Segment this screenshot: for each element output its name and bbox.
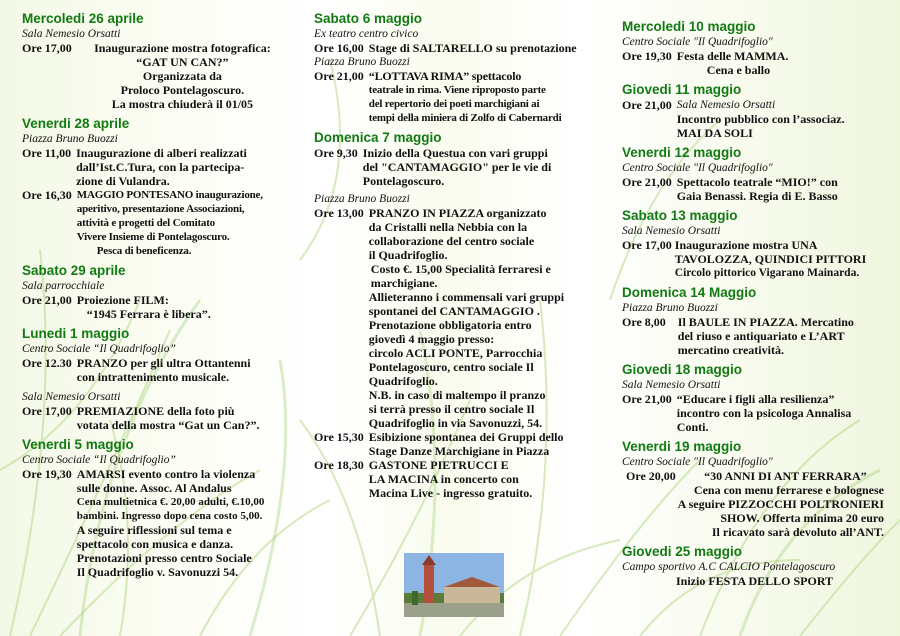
event-date: Domenica 14 Maggio bbox=[622, 285, 757, 300]
event-venue: Campo sportivo A.C CALCIO Pontelagoscuro bbox=[622, 561, 836, 573]
desc-line: MAGGIO PONTESANO inaugurazione, bbox=[76, 189, 263, 201]
desc-line: Inizio della Questua con vari gruppi bbox=[362, 146, 548, 160]
desc-line: teatrale in rima. Viene riproposto parte bbox=[368, 84, 546, 96]
event-description bbox=[622, 483, 890, 539]
desc-line: mercatino creatività. bbox=[677, 343, 784, 357]
event-description bbox=[77, 467, 288, 579]
event-date: Venerdi 12 maggio bbox=[622, 145, 742, 160]
event-block bbox=[314, 10, 600, 125]
event-block bbox=[622, 81, 890, 140]
desc-line: del riuso e antiquariato e L’ART bbox=[677, 329, 845, 343]
church-tower-photo bbox=[404, 553, 504, 617]
desc-line: Spettacolo teatrale “MIO!” con bbox=[676, 175, 838, 189]
event-description bbox=[77, 356, 288, 384]
desc-line: A seguire riflessioni sul tema e bbox=[76, 523, 232, 537]
event-venue: Sala Nemesio Orsatti bbox=[622, 379, 721, 391]
event-time: Ore 19,30 bbox=[622, 49, 672, 63]
desc-line: spettacolo con musica e danza. bbox=[76, 537, 234, 551]
event-date: Venerdi 5 maggio bbox=[22, 437, 134, 452]
event-time: Ore 21,00 bbox=[622, 98, 672, 112]
event-date: Lunedi 1 maggio bbox=[22, 326, 130, 341]
event-date: Sabato 29 aprile bbox=[22, 263, 126, 278]
event-row bbox=[622, 49, 890, 77]
event-row bbox=[22, 404, 288, 432]
desc-line: “1945 Ferrara è libera”. bbox=[86, 307, 211, 321]
column-right bbox=[622, 18, 890, 588]
desc-line: Conti. bbox=[676, 420, 709, 434]
event-description bbox=[681, 469, 890, 483]
desc-line: Il BAULE IN PIAZZA. Mercatino bbox=[677, 315, 854, 329]
desc-line: PRANZO IN PIAZZA organizzato bbox=[368, 206, 547, 220]
event-venue: Sala Nemesio Orsatti bbox=[22, 28, 121, 40]
desc-line: “GAT UN CAN?” bbox=[136, 55, 229, 69]
desc-line: “LOTTAVA RIMA” spettacolo bbox=[368, 69, 522, 83]
event-description bbox=[77, 404, 288, 432]
event-block bbox=[622, 543, 890, 588]
event-block bbox=[622, 144, 890, 203]
desc-line: Costo €. 15,00 Specialità ferraresi e bbox=[370, 262, 551, 276]
desc-line: attività e progetti del Comitato bbox=[76, 217, 215, 229]
event-time: Ore 17,00 bbox=[622, 238, 672, 252]
event-date: Giovedi 25 maggio bbox=[622, 544, 743, 559]
desc-line: Inaugurazione mostra fotografica: bbox=[94, 41, 271, 55]
desc-line: Inaugurazione di alberi realizzati bbox=[76, 146, 247, 160]
event-block bbox=[622, 207, 890, 280]
event-date: Domenica 7 maggio bbox=[314, 130, 442, 145]
desc-line: Pesca di beneficenza. bbox=[96, 245, 192, 257]
event-block bbox=[622, 361, 890, 434]
desc-line: dall’Ist.C.Tura, con la partecipa- bbox=[76, 160, 245, 174]
event-row bbox=[314, 206, 600, 430]
event-date: Sabato 13 maggio bbox=[622, 208, 738, 223]
event-row bbox=[314, 69, 600, 125]
desc-line: La mostra chiuderà il 01/05 bbox=[111, 97, 254, 111]
event-time: Ore 19,30 bbox=[22, 467, 72, 481]
event-description: Stage di SALTARELLO su prenotazione bbox=[368, 41, 577, 55]
event-date: Giovedi 18 maggio bbox=[622, 362, 743, 377]
desc-line: giovedì 4 maggio presso: bbox=[368, 332, 495, 346]
event-venue: Centro Sociale “Il Quadrifoglio” bbox=[22, 343, 176, 355]
event-venue: Sala Nemesio Orsatti bbox=[676, 99, 776, 111]
desc-line: Esibizione spontanea dei Gruppi dello bbox=[368, 430, 564, 444]
event-row bbox=[622, 238, 890, 280]
event-time: Ore 18,30 bbox=[314, 458, 364, 472]
column-left bbox=[22, 10, 288, 579]
desc-line: “30 ANNI DI ANT FERRARA” bbox=[704, 469, 867, 483]
event-block bbox=[314, 129, 600, 500]
event-description bbox=[675, 238, 890, 280]
desc-line: del repertorio dei poeti marchigiani ai bbox=[368, 98, 540, 110]
event-date: Venerdi 19 maggio bbox=[622, 439, 742, 454]
event-time: Ore 17,00 bbox=[22, 404, 72, 418]
desc-line: incontro con la psicologa Annalisa bbox=[676, 406, 852, 420]
event-time: Ore 13,00 bbox=[314, 206, 364, 220]
event-block bbox=[22, 436, 288, 579]
event-venue: Centro Sociale "Il Quadrifoglio" bbox=[622, 162, 773, 174]
event-venue: Piazza Bruno Buozzi bbox=[22, 133, 118, 145]
event-row bbox=[622, 315, 890, 357]
desc-line: Quadrifoglio. bbox=[368, 374, 438, 388]
desc-line: Gaia Benassi. Regia di E. Basso bbox=[676, 189, 838, 203]
event-time: Ore 16,00 bbox=[314, 41, 364, 55]
event-row bbox=[22, 293, 288, 321]
desc-line: Inaugurazione mostra UNA bbox=[674, 238, 818, 252]
desc-line: LA MACINA in concerto con bbox=[368, 472, 519, 486]
desc-line: con intrattenimento musicale. bbox=[76, 370, 230, 384]
event-description bbox=[677, 98, 890, 140]
desc-line: tempi della miniera di Zolfo di Cabernardi bbox=[368, 112, 562, 124]
event-time: Ore 8,00 bbox=[622, 315, 666, 329]
desc-line: bambini. Ingresso dopo cena costo 5,00. bbox=[76, 510, 263, 522]
desc-line: spontanei del CANTAMAGGIO . bbox=[368, 304, 540, 318]
event-time: Ore 21,00 bbox=[22, 293, 72, 307]
event-description bbox=[363, 146, 600, 188]
event-row bbox=[22, 467, 288, 579]
event-row bbox=[622, 392, 890, 434]
desc-line: Cena multietnica €. 20,00 adulti, €.10,00 bbox=[76, 496, 265, 508]
desc-line: Prenotazione obbligatoria entro bbox=[368, 318, 532, 332]
event-time: Ore 12.30 bbox=[22, 356, 72, 370]
desc-line: Allieteranno i commensali vari gruppi bbox=[368, 290, 565, 304]
event-block bbox=[22, 10, 288, 111]
desc-line: circolo ACLI PONTE, Parrocchia bbox=[368, 346, 543, 360]
event-row bbox=[622, 175, 890, 203]
event-time: Ore 17,00 bbox=[22, 41, 72, 55]
event-row bbox=[22, 356, 288, 384]
desc-line: Il ricavato sarà devoluto all’ANT. bbox=[711, 525, 884, 539]
desc-line: Macina Live - ingresso gratuito. bbox=[368, 486, 533, 500]
event-date: Giovedi 11 maggio bbox=[622, 82, 742, 97]
event-venue: Piazza Bruno Buozzi bbox=[314, 56, 410, 68]
desc-line: da Cristalli nella Nebbia con la bbox=[368, 220, 528, 234]
event-venue: Piazza Bruno Buozzi bbox=[622, 302, 718, 314]
event-block bbox=[22, 115, 288, 258]
event-block bbox=[622, 18, 890, 77]
desc-line: Organizzata da bbox=[142, 69, 222, 83]
desc-line: A seguire PIZZOCCHI POLTRONIERI bbox=[677, 497, 884, 511]
desc-line: si terrà presso il centro sociale Il bbox=[368, 402, 535, 416]
desc-line: Cena e ballo bbox=[706, 63, 771, 77]
desc-line: Quadrifoglio in via Savonuzzi, 54. bbox=[368, 416, 543, 430]
event-description bbox=[77, 188, 288, 258]
event-time: Ore 21,00 bbox=[622, 392, 672, 406]
event-description bbox=[77, 41, 288, 111]
event-time: Ore 21,00 bbox=[314, 69, 364, 83]
event-description bbox=[369, 206, 600, 430]
event-row bbox=[22, 188, 288, 258]
event-venue: Sala Nemesio Orsatti bbox=[22, 391, 121, 403]
desc-line: collaborazione del centro sociale bbox=[368, 234, 535, 248]
desc-line: sulle donne. Assoc. Al Andalus bbox=[76, 481, 232, 495]
event-venue: Sala parrocchiale bbox=[22, 280, 105, 292]
desc-line: Festa delle MAMMA. bbox=[676, 49, 789, 63]
event-description bbox=[677, 49, 890, 77]
event-date: Mercoledi 26 aprile bbox=[22, 11, 144, 26]
event-venue: Ex teatro centro civico bbox=[314, 28, 419, 40]
event-date: Mercoledi 10 maggio bbox=[622, 19, 756, 34]
desc-line: Proiezione FILM: bbox=[76, 293, 169, 307]
column-middle bbox=[314, 10, 600, 500]
event-description: Inizio FESTA DELLO SPORT bbox=[676, 574, 834, 588]
desc-line: Incontro pubblico con l’associaz. bbox=[676, 112, 845, 126]
event-time: Ore 16,30 bbox=[22, 188, 72, 202]
event-row bbox=[22, 146, 288, 188]
desc-line: Prenotazioni presso centro Sociale bbox=[76, 551, 252, 565]
event-block bbox=[22, 262, 288, 321]
desc-line: il Quadrifoglio. bbox=[368, 248, 448, 262]
event-venue: Centro Sociale "Il Quadrifoglio" bbox=[622, 456, 773, 468]
desc-line: Pontelagoscuro, centro sociale Il bbox=[368, 360, 534, 374]
desc-line: MAI DA SOLI bbox=[676, 126, 753, 140]
desc-line: GASTONE PIETRUCCI E bbox=[368, 458, 509, 472]
desc-line: N.B. in caso di maltempo il pranzo bbox=[368, 388, 546, 402]
event-time: Ore 9,30 bbox=[314, 146, 358, 160]
event-venue: Centro Sociale “Il Quadrifoglio” bbox=[22, 454, 176, 466]
event-row bbox=[622, 98, 890, 140]
event-description bbox=[369, 458, 600, 500]
event-description bbox=[369, 69, 600, 125]
desc-line: zione di Vulandra. bbox=[76, 174, 170, 188]
event-date: Sabato 6 maggio bbox=[314, 11, 423, 26]
desc-line: Proloco Pontelagoscuro. bbox=[120, 83, 245, 97]
desc-line: Pontelagoscuro. bbox=[362, 174, 445, 188]
event-venue: Piazza Bruno Buozzi bbox=[314, 193, 410, 205]
desc-line: votata della mostra “Gat un Can?”. bbox=[76, 418, 260, 432]
event-description bbox=[76, 146, 288, 188]
event-description bbox=[77, 293, 288, 321]
event-venue: Sala Nemesio Orsatti bbox=[622, 225, 721, 237]
event-row bbox=[314, 146, 600, 188]
desc-line: PREMIAZIONE della foto più bbox=[76, 404, 235, 418]
event-description bbox=[369, 430, 600, 458]
event-row bbox=[314, 41, 600, 55]
desc-line: Il Quadrifoglio v. Savonuzzi 54. bbox=[76, 565, 239, 579]
desc-line: Vivere Insieme di Pontelagoscuro. bbox=[76, 231, 230, 243]
event-description bbox=[678, 315, 890, 357]
desc-line: AMARSI evento contro la violenza bbox=[76, 467, 256, 481]
desc-line: aperitivo, presentazione Associazioni, bbox=[76, 203, 245, 215]
desc-line: TAVOLOZZA, QUINDICI PITTORI bbox=[674, 252, 867, 266]
desc-line: PRANZO per gli ultra Ottantenni bbox=[76, 356, 251, 370]
event-time: Ore 21,00 bbox=[622, 175, 672, 189]
desc-line: Circolo pittorico Vigarano Mainarda. bbox=[674, 267, 860, 279]
event-time: Ore 20,00 bbox=[626, 469, 676, 483]
desc-line: SHOW. Offerta minima 20 euro bbox=[720, 511, 884, 525]
event-block bbox=[622, 284, 890, 357]
desc-line: “Educare i figli alla resilienza” bbox=[676, 392, 835, 406]
event-description bbox=[677, 175, 890, 203]
event-block bbox=[622, 438, 890, 539]
desc-line: Cena con menu ferrarese e bolognese bbox=[693, 483, 884, 497]
event-time: Ore 15,30 bbox=[314, 430, 364, 444]
event-row bbox=[314, 458, 600, 500]
event-description bbox=[677, 392, 890, 434]
desc-line: del "CANTAMAGGIO" per le vie di bbox=[362, 160, 552, 174]
desc-line: Stage Danze Marchigiane in Piazza bbox=[368, 444, 550, 458]
desc-line: marchigiane. bbox=[370, 276, 438, 290]
event-venue: Centro Sociale "Il Quadrifoglio" bbox=[622, 36, 773, 48]
event-row bbox=[22, 41, 288, 111]
event-block bbox=[22, 325, 288, 432]
event-row bbox=[314, 430, 600, 458]
event-time: Ore 11,00 bbox=[22, 146, 72, 160]
event-date: Venerdi 28 aprile bbox=[22, 116, 130, 131]
event-row bbox=[622, 469, 890, 483]
